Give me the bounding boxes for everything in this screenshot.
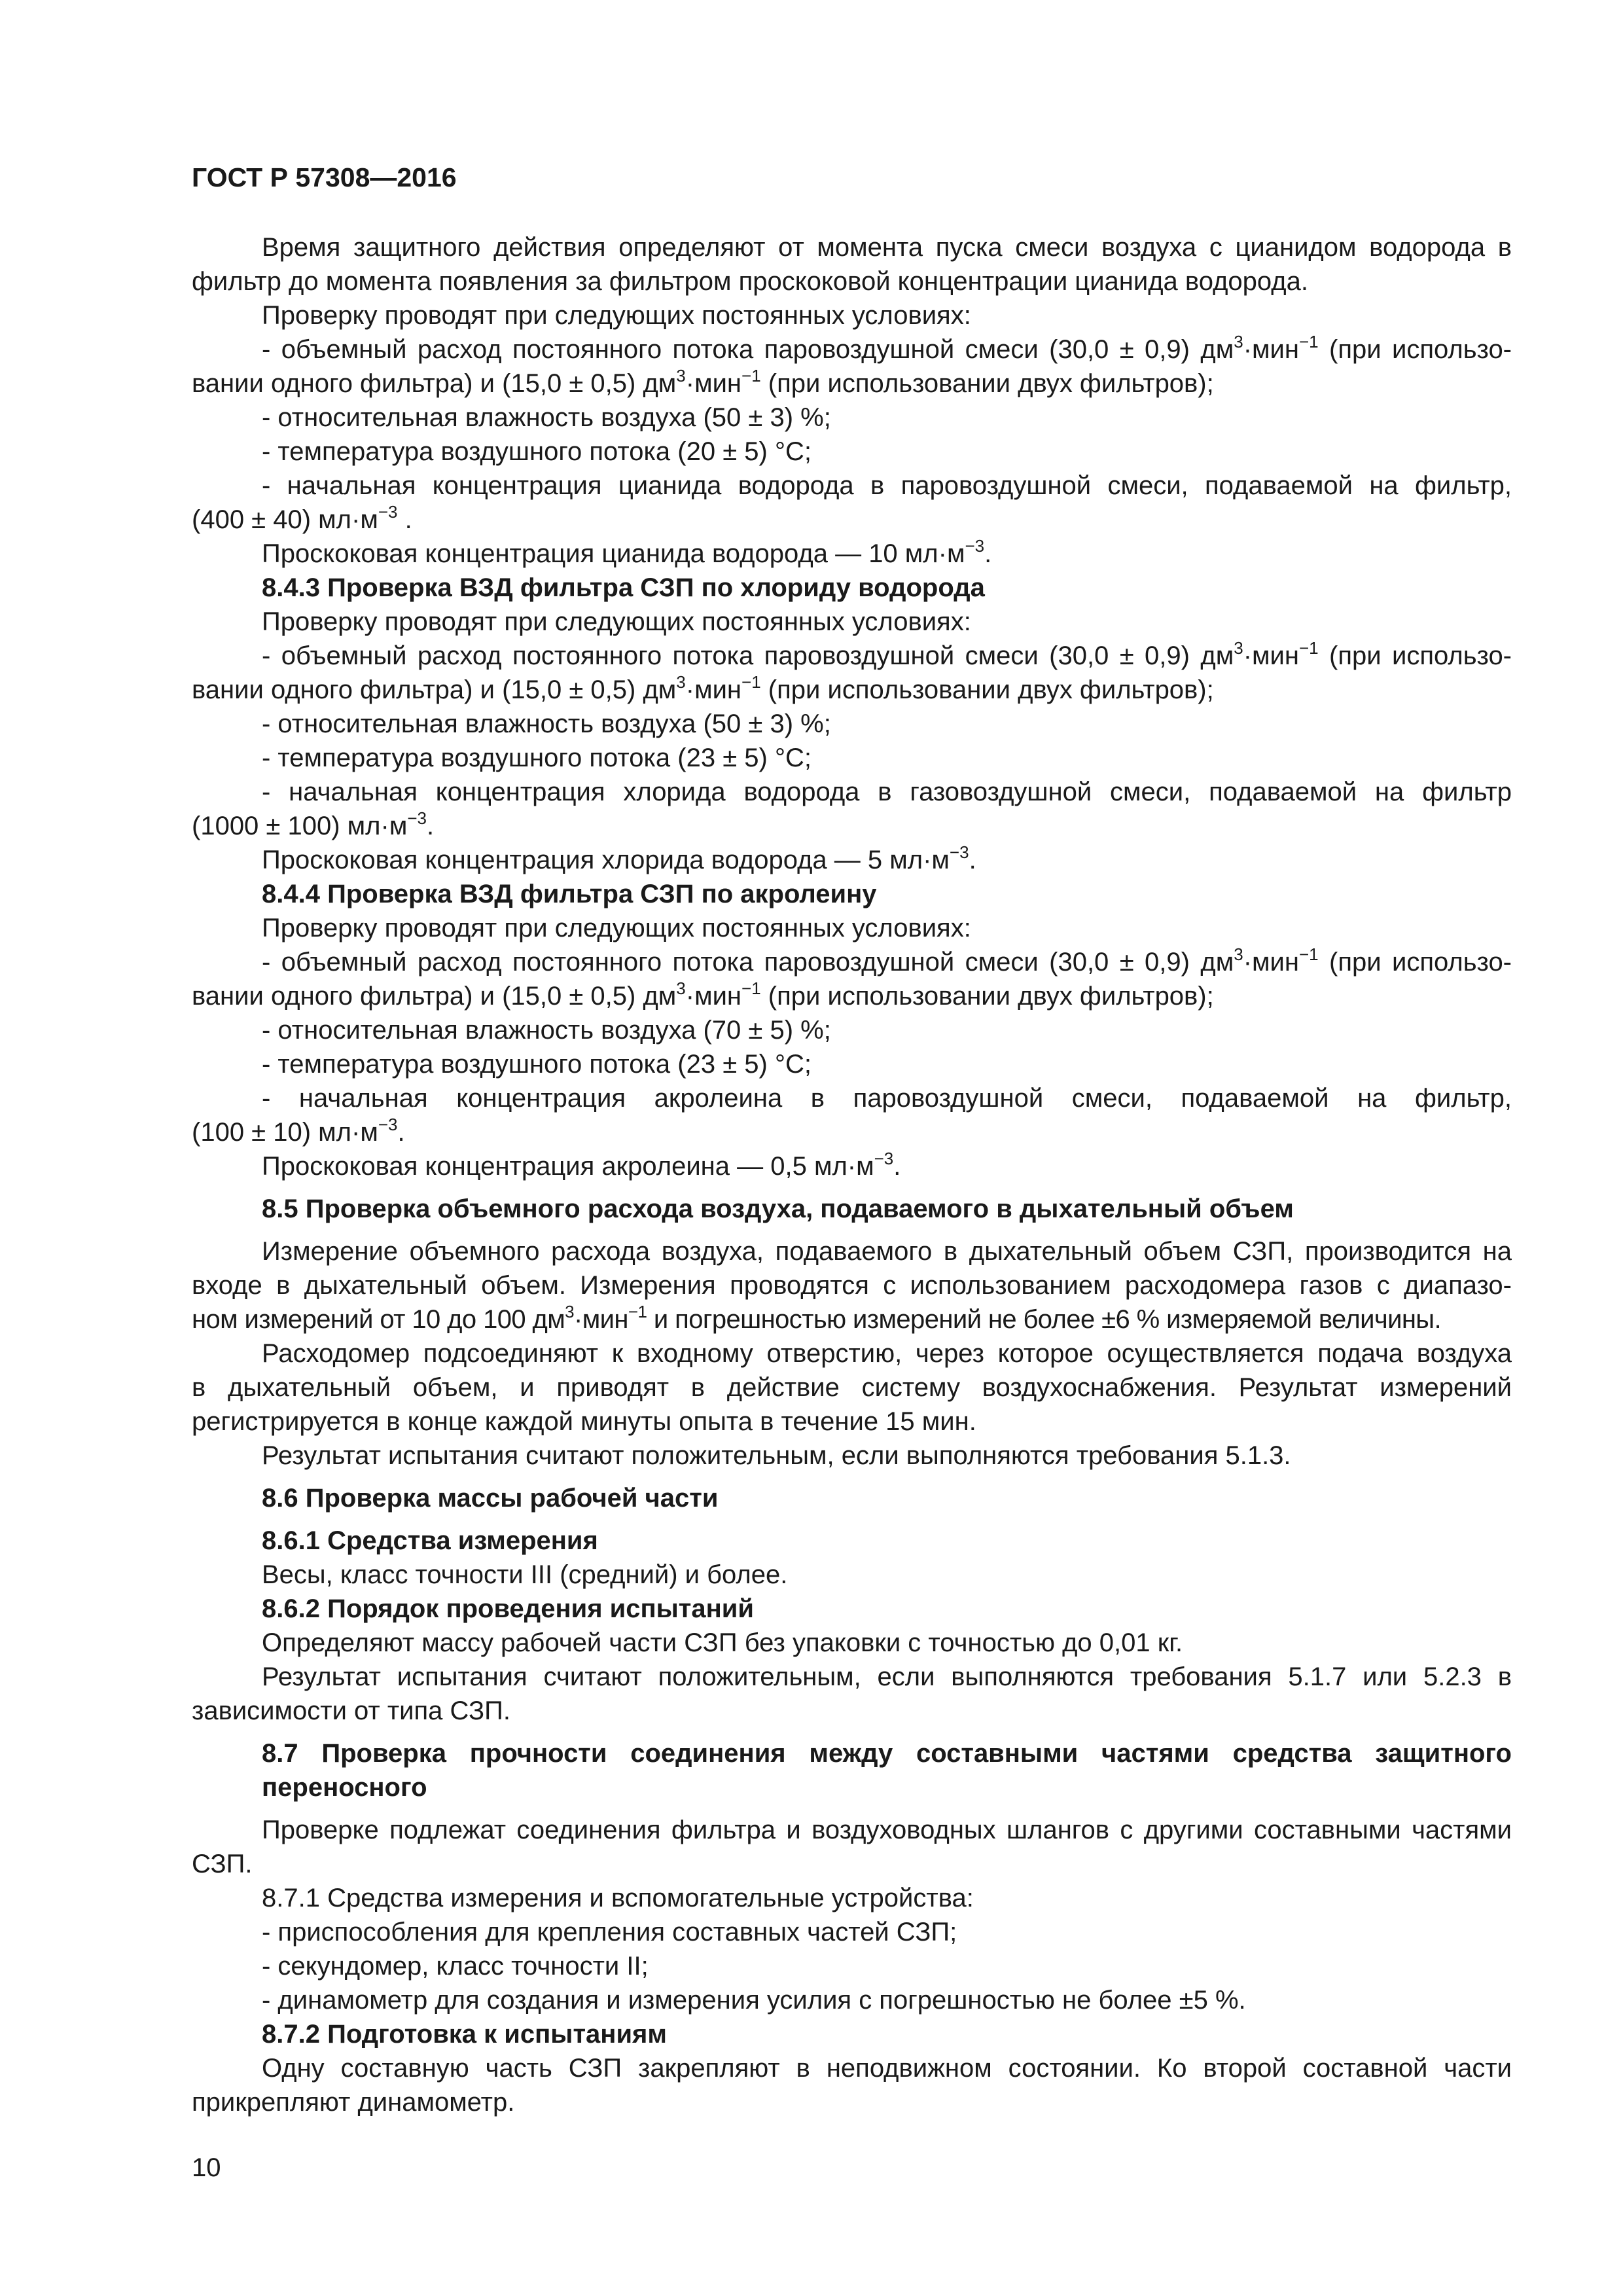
list-item: [192, 945, 1512, 979]
section-heading-8-6-2: 8.6.2 Порядок проведения испытаний: [262, 1594, 754, 1623]
section-heading-8-6-1: 8.6.1 Средства измерения: [262, 1526, 598, 1555]
text-line: ном измерений от 10 до 100 дм: [192, 1305, 565, 1334]
text-line: ·мин: [1243, 335, 1299, 364]
document-page: [192, 0, 1512, 2296]
superscript: −3: [949, 842, 969, 862]
list-item-continuation: [192, 673, 1512, 707]
text-line: Проскоковая концентрация хлорида водорода — 5 мл·м: [262, 846, 950, 874]
paragraph: СЗП.: [192, 1850, 253, 1878]
superscript: −1: [628, 1301, 647, 1321]
paragraph: [192, 537, 1512, 571]
superscript: 3: [1234, 637, 1243, 658]
text-line: - начальная концентрация акролеина в паровоздушной смеси, подаваемой на фильтр,: [262, 1084, 1512, 1113]
text-line: вании одного фильтра) и (15,0 ± 0,5) дм: [192, 982, 677, 1011]
superscript: 3: [676, 978, 686, 998]
text-line: Проверке подлежат соединения фильтра и воздуховодных шлангов с другими составными частями: [262, 1816, 1512, 1844]
text-line: Измерение объемного расхода воздуха, подаваемого в дыхательный объем СЗП, производится на: [262, 1237, 1512, 1266]
text-line: (100 ± 10) мл·м: [192, 1118, 378, 1147]
text-line: Проскоковая концентрация акролеина — 0,5 мл·м: [262, 1152, 874, 1181]
text-line: .: [969, 846, 976, 874]
text-line: ·мин: [1243, 641, 1299, 670]
list-item: - температура воздушного потока (23 ± 5) °С;: [262, 1050, 812, 1079]
text-line: (при использо-: [1318, 641, 1512, 670]
list-item-continuation: [192, 503, 1512, 537]
text-line: Расходомер подсоединяют к входному отверстию, через которое осуществляется подача воздуха: [262, 1339, 1512, 1368]
paragraph: прикрепляют динамометр.: [192, 2088, 515, 2117]
list-item: - приспособления для крепления составных частей СЗП;: [262, 1918, 957, 1946]
paragraph: [192, 1660, 1512, 1694]
list-item: [192, 469, 1512, 503]
text-line: Проскоковая концентрация цианида водорода — 10 мл·м: [262, 539, 965, 568]
paragraph: фильтр до момента появления за фильтром проскоковой концентрации цианида водорода.: [192, 267, 1308, 296]
text-line: - объемный расход постоянного потока паровоздушной смеси (30,0 ± 0,9) дм: [262, 335, 1234, 364]
paragraph: [192, 843, 1512, 877]
section-heading-8-7-continuation: переносного: [262, 1773, 427, 1802]
text-line: Одну составную часть СЗП закрепляют в неподвижном состоянии. Ко второй составной части: [262, 2054, 1512, 2083]
text-line: Время защитного действия определяют от момента пуска смеси воздуха с цианидом водорода в: [262, 233, 1512, 262]
text-line: Результат испытания считают положительным, если выполняются требования 5.1.7 или 5.2.3 в: [262, 1662, 1512, 1691]
text-line: (при использовании двух фильтров);: [760, 369, 1214, 398]
text-line: - объемный расход постоянного потока паровоздушной смеси (30,0 ± 0,9) дм: [262, 641, 1234, 670]
text-line: .: [984, 539, 992, 568]
superscript: −3: [407, 808, 427, 828]
paragraph: [192, 2051, 1512, 2085]
paragraph: Проверку проводят при следующих постоянных условиях:: [262, 607, 971, 636]
superscript: 3: [565, 1301, 575, 1321]
superscript: −1: [1298, 944, 1319, 964]
superscript: −3: [874, 1148, 894, 1168]
paragraph: регистрируется в конце каждой минуты опыта в течение 15 мин.: [192, 1407, 976, 1436]
text-line: ·мин: [685, 982, 742, 1011]
section-heading-8-5: 8.5 Проверка объемного расхода воздуха, подаваемого в дыхательный объем: [262, 1194, 1294, 1223]
list-item: - относительная влажность воздуха (50 ± 3) %;: [262, 403, 831, 432]
text-line: (при использо-: [1318, 948, 1512, 977]
superscript: 3: [1234, 944, 1243, 964]
superscript: −1: [1298, 637, 1319, 658]
list-item: - динамометр для создания и измерения усилия с погрешностью не более ±5 %.: [262, 1986, 1246, 2015]
superscript: −1: [1298, 331, 1319, 351]
text-line: ·мин: [685, 675, 742, 704]
document-body: [192, 230, 1512, 2119]
text-line: (при использовании двух фильтров);: [760, 675, 1214, 704]
text-line: - начальная концентрация цианида водорода в паровоздушной смеси, подаваемой на фильтр,: [262, 471, 1512, 500]
text-line: .: [397, 1118, 405, 1147]
paragraph: [192, 230, 1512, 264]
paragraph: [192, 1302, 1512, 1336]
text-line: и погрешностью измерений не более ±6 % измеряемой величины.: [647, 1305, 1441, 1334]
text-line: .: [426, 812, 435, 840]
paragraph: Определяют массу рабочей части СЗП без упаковки с точностью до 0,01 кг.: [262, 1628, 1183, 1657]
superscript: −3: [378, 1114, 398, 1134]
paragraph: [192, 1336, 1512, 1371]
superscript: −1: [741, 978, 761, 998]
page-number: 10: [192, 2153, 221, 2182]
paragraph: Проверку проводят при следующих постоянных условиях:: [262, 301, 971, 330]
list-item-continuation: [192, 979, 1512, 1013]
text-line: (400 ± 40) мл·м: [192, 505, 378, 534]
paragraph: Результат испытания считают положительным, если выполняются требования 5.1.3.: [262, 1441, 1291, 1470]
text-line: ·мин: [1243, 948, 1299, 977]
superscript: −3: [965, 535, 985, 556]
text-line: (при использовании двух фильтров);: [760, 982, 1214, 1011]
paragraph: [192, 1813, 1512, 1847]
list-item: - относительная влажность воздуха (70 ± 5) %;: [262, 1016, 831, 1045]
list-item-continuation: [192, 809, 1512, 843]
paragraph: 8.7.1 Средства измерения и вспомогательные устройства:: [262, 1884, 974, 1912]
superscript: −1: [741, 365, 761, 386]
text-line: (при использо-: [1318, 335, 1512, 364]
section-heading-8-7: 8.7 Проверка прочности соединения между составными частями средства защитного: [262, 1739, 1512, 1768]
text-line: (1000 ± 100) мл·м: [192, 812, 408, 840]
paragraph: зависимости от типа СЗП.: [192, 1696, 510, 1725]
list-item: - относительная влажность воздуха (50 ± 3) %;: [262, 709, 831, 738]
paragraph: в дыхательный объем, и приводят в действие систему воздухоснабжения. Результат измерений: [192, 1373, 1512, 1402]
list-item-continuation: [192, 367, 1512, 401]
list-item-continuation: [192, 1115, 1512, 1149]
text-line: .: [893, 1152, 901, 1181]
paragraph: Проверку проводят при следующих постоянных условиях:: [262, 914, 971, 942]
text-line: ·мин: [685, 369, 742, 398]
text-line: - объемный расход постоянного потока паровоздушной смеси (30,0 ± 0,9) дм: [262, 948, 1234, 977]
text-line: вании одного фильтра) и (15,0 ± 0,5) дм: [192, 675, 677, 704]
list-item: [192, 332, 1512, 367]
list-item: - секундомер, класс точности II;: [262, 1952, 649, 1981]
document-code-header: ГОСТ Р 57308—2016: [192, 162, 457, 192]
list-item: [192, 775, 1512, 809]
paragraph: Весы, класс точности III (средний) и более.: [262, 1560, 788, 1589]
superscript: 3: [676, 672, 686, 692]
paragraph: [192, 1149, 1512, 1183]
list-item: [192, 639, 1512, 673]
paragraph: [192, 1234, 1512, 1268]
text-line: ·мин: [574, 1305, 628, 1334]
superscript: 3: [1234, 331, 1243, 351]
list-item: [192, 1081, 1512, 1115]
list-item: - температура воздушного потока (23 ± 5) °С;: [262, 744, 812, 772]
section-heading-8-4-4: 8.4.4 Проверка ВЗД фильтра СЗП по акролеину: [262, 880, 877, 908]
list-item: - температура воздушного потока (20 ± 5) °С;: [262, 437, 812, 466]
section-heading-8-4-3: 8.4.3 Проверка ВЗД фильтра СЗП по хлориду водорода: [262, 573, 985, 602]
paragraph: входе в дыхательный объем. Измерения проводятся с использованием расходомера газов с диапазо-: [192, 1271, 1512, 1300]
text-line: .: [397, 505, 412, 534]
section-heading-8-6: 8.6 Проверка массы рабочей части: [262, 1484, 719, 1513]
text-line: вании одного фильтра) и (15,0 ± 0,5) дм: [192, 369, 677, 398]
superscript: 3: [676, 365, 686, 386]
section-heading-8-7-2: 8.7.2 Подготовка к испытаниям: [262, 2020, 667, 2049]
superscript: −1: [741, 672, 761, 692]
text-line: - начальная концентрация хлорида водорода в газовоздушной смеси, подаваемой на фильтр: [262, 778, 1512, 806]
superscript: −3: [378, 501, 398, 522]
